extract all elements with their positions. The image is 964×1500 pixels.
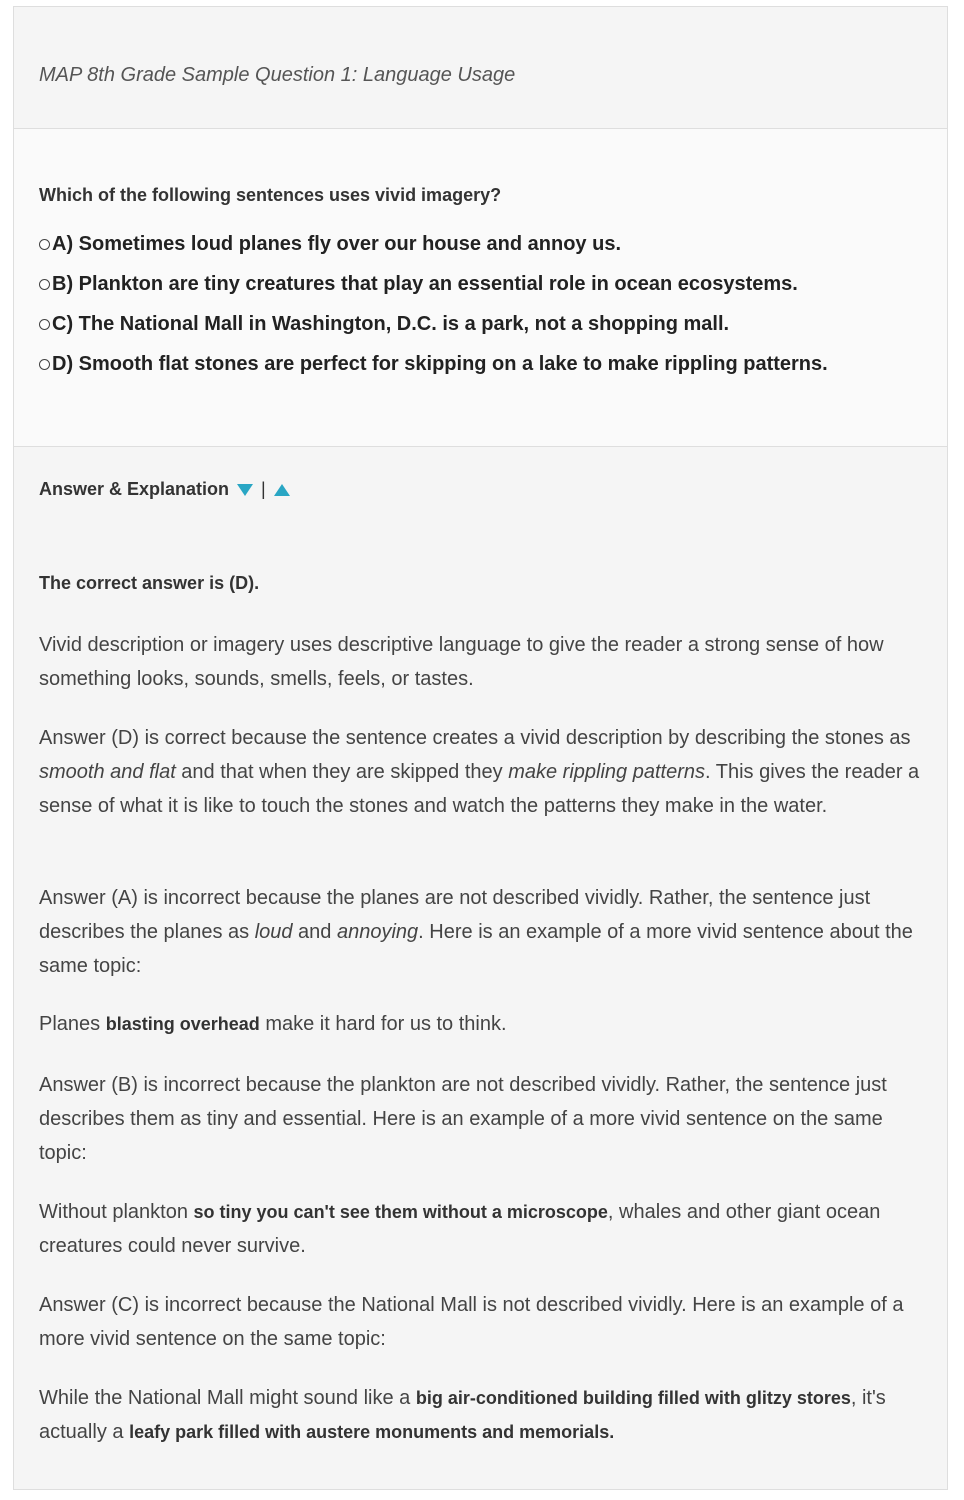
card-header	[14, 7, 947, 129]
radio-button-a[interactable]	[39, 239, 50, 250]
answer-toggle[interactable]	[39, 479, 290, 500]
correct-answer: The correct answer is (D).	[39, 573, 260, 593]
example-a: Planes blasting overhead make it hard for us to think.	[39, 1013, 507, 1035]
option-c-label: C) The National Mall in Washington, D.C. is a park, not a shopping mall.	[52, 313, 730, 335]
toggle-separator: |	[261, 479, 266, 499]
option-d-label: D) Smooth flat stones are perfect for skipping on a lake to make rippling patterns.	[52, 353, 828, 375]
question-panel	[14, 129, 947, 447]
page-title: MAP 8th Grade Sample Question 1: Language Usage	[39, 64, 516, 86]
example-c: While the National Mall might sound like a big air-conditioned building filled with glitzy stores, it's actually a leafy park filled with austere monuments and memorials.	[39, 1387, 886, 1443]
option-c[interactable]	[39, 313, 729, 336]
explanation-d: Answer (D) is correct because the sentence creates a vivid description by describing the stones as smooth and flat and that when they are skipped they make rippling patterns. This gives the reader a sense of what it is like to touch the stones and watch the patterns they make in the water.	[39, 727, 920, 817]
option-b-label: B) Plankton are tiny creatures that play an essential role in ocean ecosystems.	[52, 273, 798, 295]
example-b: Without plankton so tiny you can't see them without a microscope, whales and other giant ocean creatures could never survive.	[39, 1201, 881, 1257]
answer-toggle-label: Answer & Explanation	[39, 479, 230, 499]
collapse-icon[interactable]	[274, 484, 290, 496]
question-card	[13, 6, 948, 1490]
radio-button-d[interactable]	[39, 359, 50, 370]
option-a[interactable]	[39, 233, 621, 256]
explanation-b: Answer (B) is incorrect because the plankton are not described vividly. Rather, the sentence just describes them as tiny and essential. Here is an example of a more vivid sentence on the same topic:	[39, 1074, 887, 1164]
option-d[interactable]	[39, 353, 828, 376]
question-prompt: Which of the following sentences uses vivid imagery?	[39, 185, 502, 205]
expand-icon[interactable]	[237, 484, 253, 496]
explanation-paragraph: Vivid description or imagery uses descriptive language to give the reader a strong sense of how something looks, sounds, smells, feels, or tastes.	[39, 634, 884, 690]
radio-button-c[interactable]	[39, 319, 50, 330]
option-a-label: A) Sometimes loud planes fly over our house and annoy us.	[52, 233, 621, 255]
explanation-c: Answer (C) is incorrect because the National Mall is not described vividly. Here is an example of a more vivid sentence on the same topic:	[39, 1294, 904, 1350]
option-b[interactable]	[39, 273, 798, 296]
radio-button-b[interactable]	[39, 279, 50, 290]
explanation-a: Answer (A) is incorrect because the planes are not described vividly. Rather, the sentence just describes the planes as loud and annoying. Here is an example of a more vivid sentence about the same topic:	[39, 887, 913, 977]
answer-panel	[14, 447, 947, 1489]
